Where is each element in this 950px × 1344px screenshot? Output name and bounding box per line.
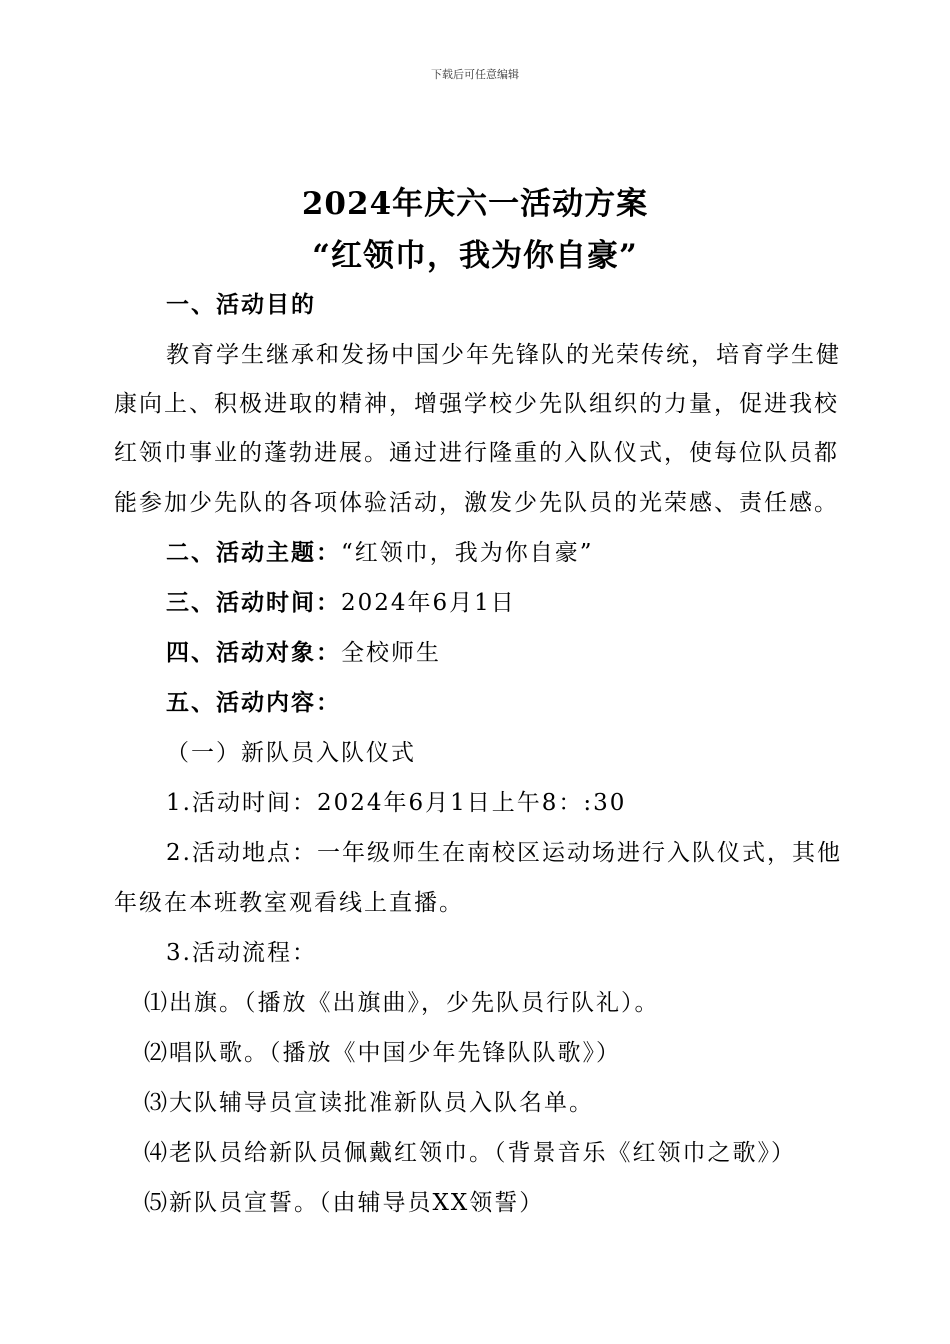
section-value: 2024年6月1日 bbox=[341, 590, 516, 616]
process-step: ⑵唱队歌。（播放《中国少年先锋队队歌》） bbox=[144, 1040, 621, 1066]
document-title: 2024年庆六一活动方案 bbox=[301, 186, 649, 222]
process-step: ⑴出旗。（播放《出旗曲》，少先队员行队礼）。 bbox=[144, 990, 660, 1016]
section-value: “红领巾，我为你自豪” bbox=[341, 540, 594, 566]
header-note: 下载后可任意编辑 bbox=[431, 68, 519, 81]
list-item: 3.活动流程： bbox=[166, 940, 317, 966]
list-item: 1.活动时间：2024年6月1日上午8：:30 bbox=[166, 790, 627, 816]
section-label: 二、活动主题： bbox=[166, 539, 341, 566]
process-step: ⑶大队辅导员宣读批准新队员入队名单。 bbox=[144, 1090, 594, 1116]
section-heading-purpose: 一、活动目的 bbox=[166, 291, 316, 318]
paragraph-line: 教育学生继承和发扬中国少年先锋队的光荣传统，培育学生健 bbox=[166, 342, 841, 368]
process-step: ⑷老队员给新队员佩戴红领巾。（背景音乐《红领巾之歌》） bbox=[144, 1140, 796, 1166]
section-heading-content: 五、活动内容： bbox=[166, 689, 341, 716]
document-subtitle: “红领巾，我为你自豪” bbox=[312, 238, 638, 274]
subsection-title: （一）新队员入队仪式 bbox=[166, 740, 416, 766]
section-value: 全校师生 bbox=[341, 640, 441, 666]
section-heading-time bbox=[166, 584, 910, 617]
list-item: 2.活动地点：一年级师生在南校区运动场进行入队仪式，其他 bbox=[166, 840, 842, 866]
process-step: ⑸新队员宣誓。（由辅导员XX领誓） bbox=[144, 1190, 545, 1216]
paragraph-line: 红领巾事业的蓬勃进展。通过进行隆重的入队仪式，使每位队员都 bbox=[114, 440, 839, 466]
section-label: 三、活动时间： bbox=[166, 589, 341, 616]
paragraph-line: 能参加少先队的各项体验活动，激发少先队员的光荣感、责任感。 bbox=[114, 490, 839, 516]
paragraph-line: 康向上、积极进取的精神，增强学校少先队组织的力量，促进我校 bbox=[114, 391, 839, 417]
section-heading-theme bbox=[166, 534, 910, 567]
list-item-continued: 年级在本班教室观看线上直播。 bbox=[114, 890, 464, 916]
section-heading-audience bbox=[166, 634, 910, 667]
section-label: 四、活动对象： bbox=[166, 639, 341, 666]
